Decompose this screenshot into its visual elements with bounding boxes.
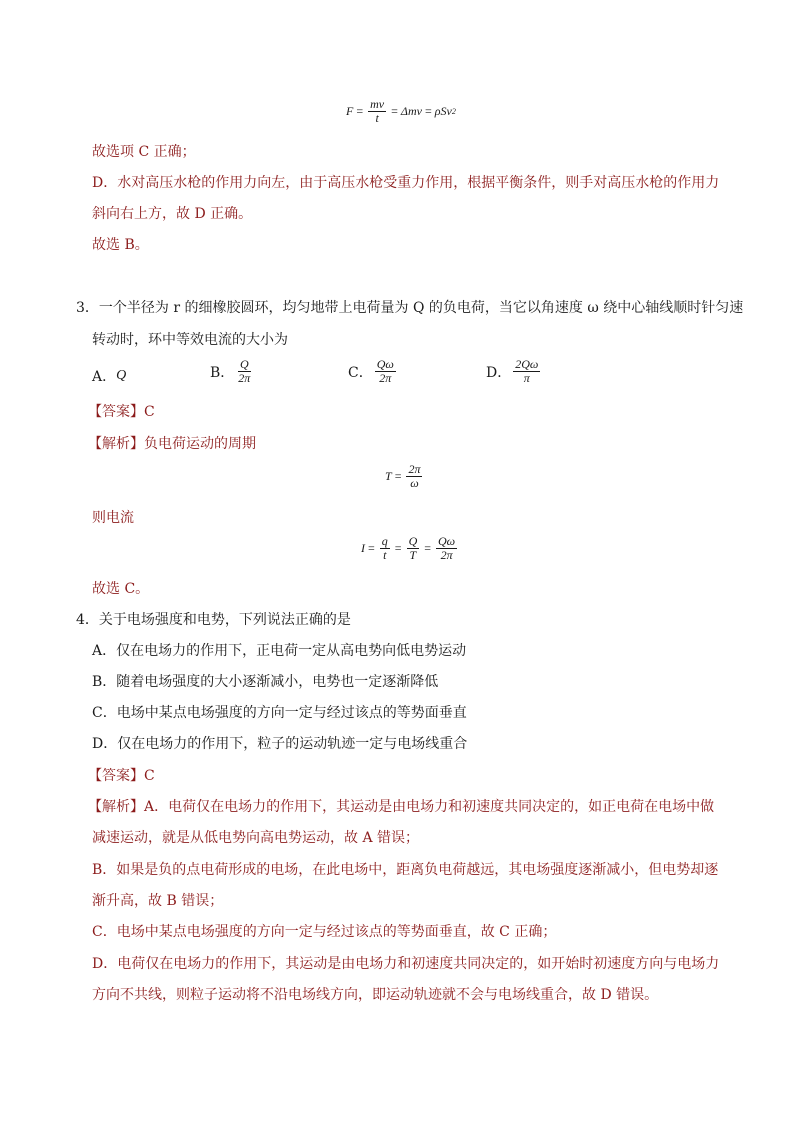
answer-value: C	[144, 404, 155, 420]
q4-option-a: A．仅在电场力的作用下，正电荷一定从高电势向低电势运动	[92, 643, 467, 659]
eq-superscript: 2	[451, 107, 456, 116]
option-fraction	[236, 358, 252, 385]
option-label: D．	[486, 364, 512, 381]
option-label: B．	[210, 364, 235, 381]
eq-operator: =	[356, 104, 364, 118]
fraction-denominator: 2π	[379, 371, 392, 385]
fraction-numerator: 2π	[408, 462, 421, 476]
period-equation	[385, 463, 424, 490]
q3-option-b	[210, 358, 254, 385]
answer-value: C	[144, 768, 155, 784]
fraction-numerator: q	[381, 534, 388, 548]
fraction-denominator: T	[409, 548, 417, 562]
analysis-tag: 【解析】	[88, 799, 144, 815]
fraction-denominator: t	[383, 548, 387, 562]
analysis-tag: 【解析】	[88, 436, 144, 452]
q3-current-text: 则电流	[92, 510, 134, 526]
eq-operator: =	[368, 541, 375, 555]
fraction-numerator: Q	[239, 357, 249, 371]
answer-tag: 【答案】	[88, 768, 144, 784]
q3-stem-line2: 转动时，环中等效电流的大小为	[92, 332, 288, 348]
fraction-denominator: 2π	[238, 371, 251, 385]
current-equation	[361, 535, 459, 562]
fraction-denominator: π	[523, 371, 530, 385]
force-equation	[346, 98, 456, 125]
q3-answer	[88, 402, 155, 422]
p2-d-line2: 斜向右上方，故 D 正确。	[92, 206, 253, 222]
q4-analysis-line1	[88, 797, 714, 817]
eq-fraction	[380, 535, 390, 562]
eq-operator: =	[424, 104, 432, 118]
fraction-denominator: t	[375, 111, 379, 125]
q3-option-c	[348, 358, 398, 385]
fraction-numerator: 2Qω	[515, 357, 539, 371]
answer-tag: 【答案】	[88, 404, 144, 420]
fraction-denominator: 2π	[440, 548, 453, 562]
q4-option-b: B．随着电场强度的大小逐渐减小，电势也一定逐渐降低	[92, 674, 439, 690]
p2-answer: 故选 B。	[92, 237, 149, 253]
eq-operator: =	[424, 541, 432, 555]
q4-analysis-line5: C．电场中某点电场强度的方向一定与经过该点的等势面垂直，故 C 正确；	[92, 924, 557, 940]
fraction-denominator: ω	[410, 476, 419, 490]
q3-option-d	[486, 358, 542, 385]
analysis-text: 负电荷运动的周期	[144, 436, 256, 452]
eq-fraction	[436, 535, 457, 562]
option-fraction	[513, 358, 540, 385]
q3-conclusion: 故选 C。	[92, 581, 150, 597]
eq-fraction	[407, 535, 420, 562]
p2-d-line1: D．水对高压水枪的作用力向左，由于高压水枪受重力作用，根据平衡条件，则手对高压水枪的作用力	[92, 175, 720, 191]
fraction-numerator: Qω	[438, 534, 456, 548]
eq-fraction	[368, 98, 386, 125]
eq-symbol: T	[385, 469, 392, 483]
q4-option-d: D．仅在电场力的作用下，粒子的运动轨迹一定与电场线重合	[92, 736, 468, 752]
eq-fraction	[406, 463, 422, 490]
fraction-numerator: Qω	[376, 357, 394, 371]
q4-analysis-line6: D．电荷仅在电场力的作用下，其运动是由电场力和初速度共同决定的，如开始时初速度方向与电场力	[92, 956, 720, 972]
analysis-text: A．电荷仅在电场力的作用下，其运动是由电场力和初速度共同决定的，如正电荷在电场中做	[144, 799, 715, 815]
q4-analysis-line4: 渐升高，故 B 错误；	[92, 893, 224, 909]
q4-analysis-line7: 方向不共线，则粒子运动将不沿电场线方向，即运动轨迹就不会与电场线重合，故 D 错误。	[92, 987, 659, 1003]
fraction-numerator: mv	[370, 97, 385, 111]
eq-symbol: F	[346, 104, 354, 118]
option-fraction	[375, 358, 396, 385]
eq-operator: =	[394, 469, 402, 483]
q3-stem-line1: 3．一个半径为 r 的细橡胶圆环，均匀地带上电荷量为 Q 的负电荷，当它以角速度 ω 绕中心轴线顺时针匀速	[76, 300, 744, 316]
q3-option-a	[92, 366, 126, 386]
eq-term: ρSv	[434, 104, 452, 118]
q4-analysis-line2: 减速运动，就是从低电势向高电势运动，故 A 错误；	[92, 830, 420, 846]
q4-analysis-line3: B．如果是负的点电荷形成的电场，在此电场中，距离负电荷越远，其电场强度逐渐减小，但电势却逐	[92, 862, 719, 878]
q3-analysis	[88, 434, 256, 454]
q4-option-c: C．电场中某点电场强度的方向一定与经过该点的等势面垂直	[92, 705, 467, 721]
q4-answer	[88, 766, 155, 786]
eq-operator: =	[394, 541, 402, 555]
option-label: C．	[348, 364, 373, 381]
eq-term: Δmv	[400, 104, 422, 118]
eq-operator: =	[391, 104, 398, 118]
q4-stem: 4．关于电场强度和电势，下列说法正确的是	[76, 612, 351, 628]
option-label: A．	[92, 369, 117, 385]
fraction-numerator: Q	[408, 534, 418, 548]
p2-conclusion-c: 故选项 C 正确；	[92, 144, 196, 160]
option-value: Q	[116, 368, 127, 383]
eq-symbol: I	[361, 541, 365, 555]
